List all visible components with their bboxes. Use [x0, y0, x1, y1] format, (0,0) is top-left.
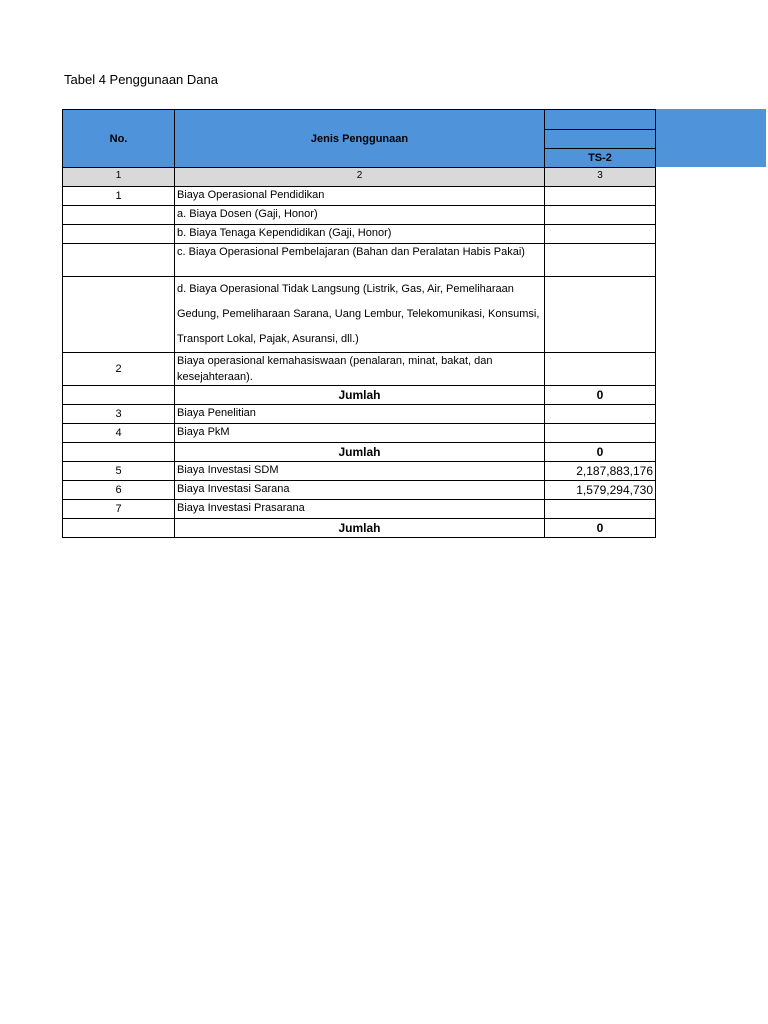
row-no: 6	[63, 481, 175, 500]
row-value	[545, 424, 656, 443]
row-value: 1,579,294,730	[545, 481, 656, 500]
total-row	[63, 519, 656, 538]
row-no	[63, 443, 175, 462]
total-value: 0	[545, 443, 656, 462]
total-value: 0	[545, 519, 656, 538]
index-cell: 2	[175, 168, 545, 187]
total-row	[63, 386, 656, 405]
row-value	[545, 206, 656, 225]
row-value	[545, 500, 656, 519]
row-value	[545, 187, 656, 206]
row-jenis: Biaya Investasi Prasarana	[175, 500, 545, 519]
row-jenis: Biaya Investasi SDM	[175, 462, 545, 481]
table-row	[63, 481, 656, 500]
table-row	[63, 353, 656, 386]
row-jenis: Biaya PkM	[175, 424, 545, 443]
row-value: 2,187,883,176	[545, 462, 656, 481]
row-jenis: c. Biaya Operasional Pembelajaran (Bahan dan Peralatan Habis Pakai)	[175, 244, 545, 277]
index-cell: 3	[545, 168, 656, 187]
header-blank-top	[545, 110, 656, 130]
index-cell: 1	[63, 168, 175, 187]
row-no: 5	[63, 462, 175, 481]
table-row	[63, 225, 656, 244]
table-row	[63, 405, 656, 424]
header-ts2: TS-2	[545, 149, 656, 168]
row-value	[545, 353, 656, 386]
table-row	[63, 424, 656, 443]
row-no	[63, 225, 175, 244]
row-no: 2	[63, 353, 175, 386]
row-jenis: Biaya Operasional Pendidikan	[175, 187, 545, 206]
penggunaan-dana-table	[62, 109, 656, 538]
row-no	[63, 519, 175, 538]
row-jenis: Biaya operasional kemahasiswaan (penalaran, minat, bakat, dan kesejahteraan).	[175, 353, 545, 386]
row-value	[545, 405, 656, 424]
total-label: Jumlah	[175, 443, 545, 462]
table-row	[63, 277, 656, 353]
total-label: Jumlah	[175, 519, 545, 538]
table-row	[63, 462, 656, 481]
row-no: 4	[63, 424, 175, 443]
row-jenis: Biaya Investasi Sarana	[175, 481, 545, 500]
row-value	[545, 277, 656, 353]
row-jenis: a. Biaya Dosen (Gaji, Honor)	[175, 206, 545, 225]
row-value	[545, 244, 656, 277]
row-jenis: d. Biaya Operasional Tidak Langsung (Listrik, Gas, Air, Pemeliharaan Gedung, Pemeliharaan Sarana, Uang Lembur, Telekomunikasi, Konsumsi, Transport Lokal, Pajak, Asuransi, dll.)	[175, 277, 545, 353]
row-no: 1	[63, 187, 175, 206]
header-no: No.	[63, 110, 175, 168]
row-value	[545, 225, 656, 244]
header-blank-mid	[545, 130, 656, 149]
row-no: 3	[63, 405, 175, 424]
total-value: 0	[545, 386, 656, 405]
page-title: Tabel 4 Penggunaan Dana	[64, 72, 218, 87]
header-band-overflow	[654, 109, 766, 167]
row-no	[63, 277, 175, 353]
row-no: 7	[63, 500, 175, 519]
row-no	[63, 386, 175, 405]
row-jenis: b. Biaya Tenaga Kependidikan (Gaji, Honor)	[175, 225, 545, 244]
table-row	[63, 206, 656, 225]
table-row	[63, 500, 656, 519]
header-jenis: Jenis Penggunaan	[175, 110, 545, 168]
row-jenis: Biaya Penelitian	[175, 405, 545, 424]
row-no	[63, 244, 175, 277]
table-row	[63, 187, 656, 206]
row-no	[63, 206, 175, 225]
table-row	[63, 244, 656, 277]
total-label: Jumlah	[175, 386, 545, 405]
total-row	[63, 443, 656, 462]
